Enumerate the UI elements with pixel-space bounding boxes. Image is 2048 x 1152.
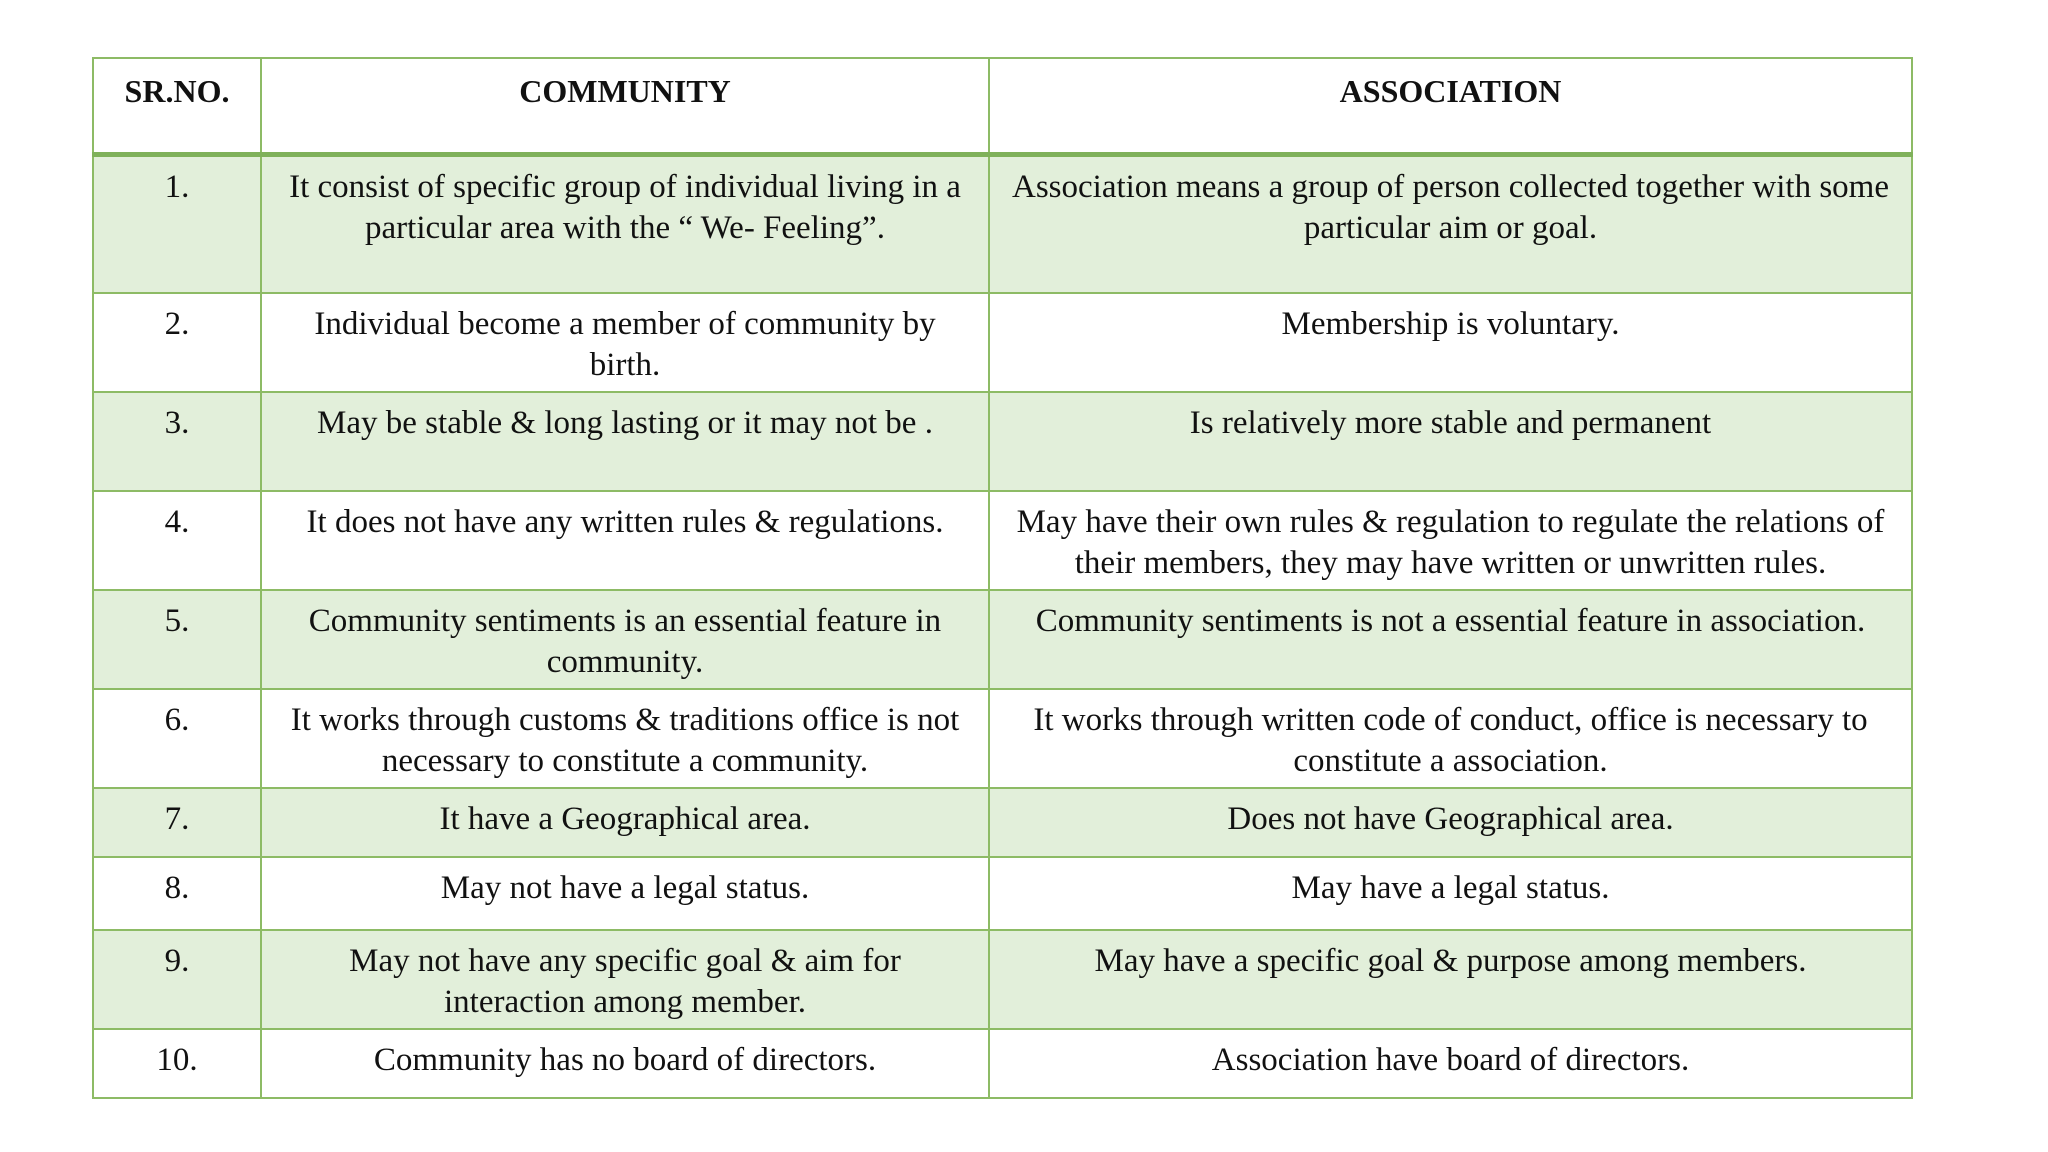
- cell-community: May be stable & long lasting or it may not be .: [261, 392, 989, 491]
- cell-sr-no: 8.: [93, 857, 261, 930]
- cell-association: May have a legal status.: [989, 857, 1912, 930]
- cell-community: Community sentiments is an essential feature in community.: [261, 590, 989, 689]
- cell-sr-no: 1.: [93, 154, 261, 293]
- table-row: [93, 689, 1912, 788]
- comparison-table-container: [92, 57, 1911, 1099]
- cell-community: May not have a legal status.: [261, 857, 989, 930]
- cell-association: Is relatively more stable and permanent: [989, 392, 1912, 491]
- table-header: [93, 58, 1912, 154]
- cell-sr-no: 2.: [93, 293, 261, 392]
- comparison-table: [92, 57, 1913, 1099]
- table-row: [93, 293, 1912, 392]
- header-association: ASSOCIATION: [989, 58, 1912, 154]
- cell-sr-no: 5.: [93, 590, 261, 689]
- cell-community: May not have any specific goal & aim for interaction among member.: [261, 930, 989, 1029]
- header-row: [93, 58, 1912, 154]
- table-row: [93, 154, 1912, 293]
- table-row: [93, 590, 1912, 689]
- cell-community: It have a Geographical area.: [261, 788, 989, 857]
- cell-sr-no: 4.: [93, 491, 261, 590]
- table-row: [93, 788, 1912, 857]
- cell-association: May have their own rules & regulation to regulate the relations of their members, they may have written or unwritten rules.: [989, 491, 1912, 590]
- cell-community: It does not have any written rules & regulations.: [261, 491, 989, 590]
- table-body: [93, 154, 1912, 1098]
- header-sr-no: SR.NO.: [93, 58, 261, 154]
- cell-association: It works through written code of conduct, office is necessary to constitute a association.: [989, 689, 1912, 788]
- table-row: [93, 1029, 1912, 1098]
- cell-community: It works through customs & traditions office is not necessary to constitute a community.: [261, 689, 989, 788]
- cell-sr-no: 7.: [93, 788, 261, 857]
- cell-association: Association have board of directors.: [989, 1029, 1912, 1098]
- cell-community: Individual become a member of community by birth.: [261, 293, 989, 392]
- cell-sr-no: 10.: [93, 1029, 261, 1098]
- cell-association: Membership is voluntary.: [989, 293, 1912, 392]
- cell-association: Community sentiments is not a essential feature in association.: [989, 590, 1912, 689]
- table-row: [93, 491, 1912, 590]
- cell-sr-no: 3.: [93, 392, 261, 491]
- cell-community: It consist of specific group of individual living in a particular area with the “ We- Feeling”.: [261, 154, 989, 293]
- header-community: COMMUNITY: [261, 58, 989, 154]
- table-row: [93, 930, 1912, 1029]
- cell-association: Does not have Geographical area.: [989, 788, 1912, 857]
- cell-sr-no: 9.: [93, 930, 261, 1029]
- cell-association: May have a specific goal & purpose among members.: [989, 930, 1912, 1029]
- table-row: [93, 857, 1912, 930]
- cell-sr-no: 6.: [93, 689, 261, 788]
- cell-community: Community has no board of directors.: [261, 1029, 989, 1098]
- table-row: [93, 392, 1912, 491]
- cell-association: Association means a group of person collected together with some particular aim or goal.: [989, 154, 1912, 293]
